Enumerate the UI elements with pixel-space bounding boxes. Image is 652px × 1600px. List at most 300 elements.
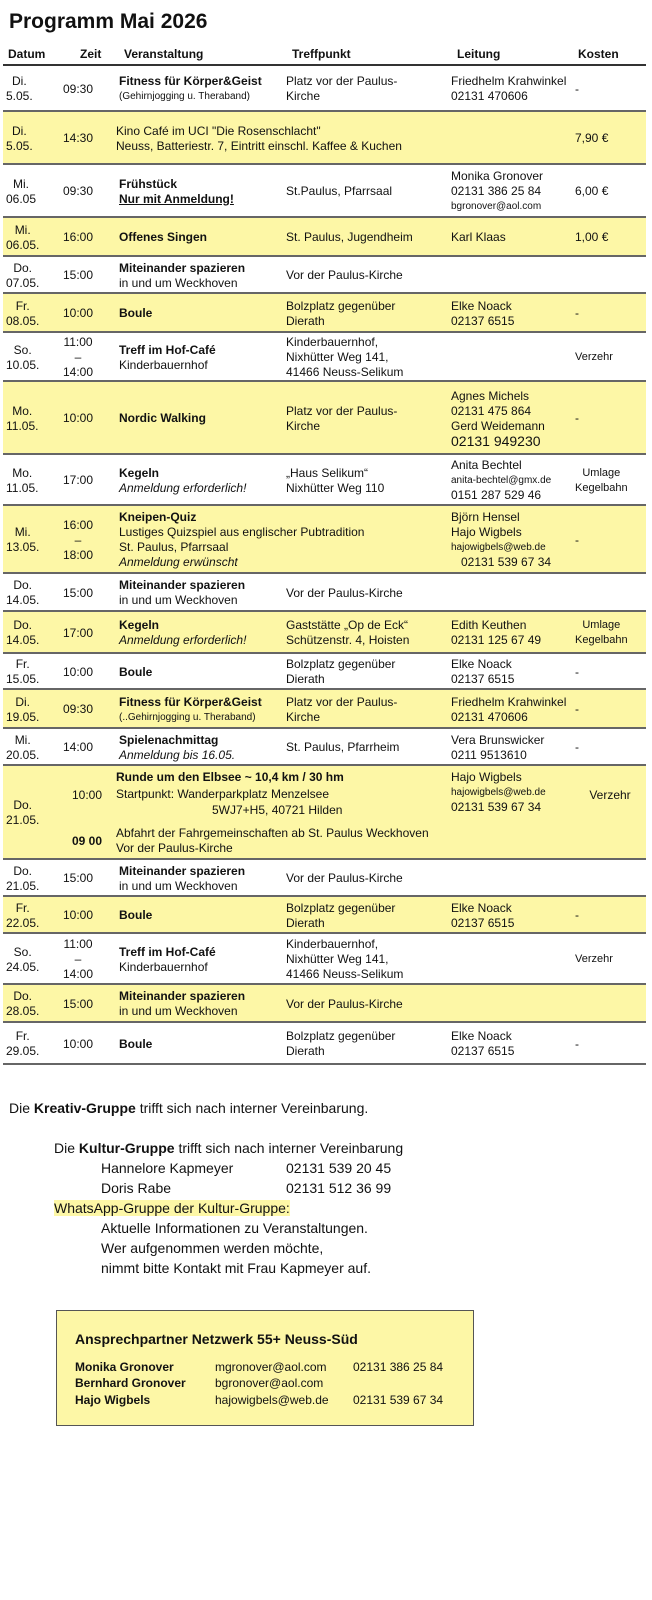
- date-cell-line: 22.05.: [6, 915, 40, 930]
- cost-cell: [575, 333, 645, 382]
- cost-cell-line: -: [575, 702, 579, 716]
- date-cell-line: 19.05.: [6, 709, 40, 724]
- date-cell-line: 21.05.: [6, 813, 40, 827]
- event-line: Vor der Paulus-Kirche: [116, 841, 233, 855]
- date-cell: [6, 654, 54, 690]
- event-cell-line: Anmeldung erforderlich!: [119, 633, 247, 647]
- place-cell-line: Nixhütter Weg 110: [286, 480, 385, 495]
- place-cell-text: [286, 586, 403, 601]
- event-cell-text: [119, 989, 245, 1019]
- date-cell-text: [6, 223, 39, 253]
- contact-box: [56, 1310, 474, 1426]
- event-cell-line: Boule: [119, 908, 153, 922]
- date-cell-line: 24.05.: [6, 959, 40, 974]
- date-cell-text: [6, 466, 38, 496]
- cost-cell: [575, 382, 645, 455]
- event-cell-text: [119, 510, 364, 570]
- lead-cell-line: Friedhelm Krahwinkel: [451, 74, 567, 88]
- date-cell-text: [6, 901, 39, 931]
- event-cell: [119, 506, 449, 574]
- date-cell: [6, 218, 54, 257]
- lead-cell: [451, 1023, 581, 1065]
- kultur-info-line: Wer aufgenommen werden möchte,: [101, 1240, 324, 1256]
- place-cell-line: Kirche: [286, 89, 321, 103]
- place-cell: [286, 294, 456, 333]
- time-cell-line: 11:00: [63, 335, 93, 349]
- event-cell-line: Fitness für Körper&Geist: [119, 74, 262, 88]
- cost-cell-line: 1,00 €: [575, 230, 609, 244]
- cost-cell-line: -: [575, 306, 579, 320]
- event-cell-line: in und um Weckhoven: [119, 275, 238, 290]
- date-cell-line: Mo.: [12, 465, 33, 480]
- event-cell: [119, 574, 289, 612]
- time-cell: [63, 934, 111, 985]
- lead-cell-line: Edith Keuthen: [451, 618, 527, 632]
- event-cell-line: Fitness für Körper&Geist: [119, 694, 262, 709]
- time-cell: [63, 729, 111, 766]
- event-cell-line: Frühstück: [119, 176, 178, 191]
- event-cell-line: Offenes Singen: [119, 230, 208, 244]
- table-row: [3, 455, 646, 506]
- contact-name: Hajo Wigbels: [75, 1393, 151, 1407]
- date-cell: [6, 455, 54, 506]
- date-cell-line: Do.: [13, 578, 33, 592]
- date-cell-text: [6, 177, 36, 207]
- place-cell: [286, 934, 456, 985]
- event-cell: [119, 654, 289, 690]
- contact-tel: 02131 386 25 84: [353, 1360, 444, 1374]
- place-cell-text: [286, 299, 395, 329]
- cost-cell: [575, 506, 645, 574]
- cost-cell-text: [575, 702, 579, 717]
- date-cell-line: 06.05.: [6, 237, 40, 252]
- place-cell: [286, 985, 456, 1023]
- event-cell: [119, 612, 289, 654]
- date-cell: [6, 574, 54, 612]
- time-cell: [63, 654, 111, 690]
- date-cell: [6, 690, 54, 729]
- contact-mail[interactable]: bgronover@aol.com: [215, 1376, 324, 1390]
- table-row: [3, 294, 646, 333]
- event-cell-text: [119, 411, 206, 426]
- date-cell-line: 11.05.: [6, 480, 39, 495]
- lead-cell-line: Björn Hensel: [451, 510, 520, 524]
- time-cell-text: [63, 131, 93, 146]
- cost-cell: [575, 112, 645, 165]
- date-cell: [6, 766, 54, 860]
- time-cell-line: 16:00: [63, 517, 94, 532]
- time-cell-line: 10:00: [63, 411, 94, 425]
- event-cell-line: Treff im Hof-Café: [119, 342, 216, 357]
- date-cell: [6, 729, 54, 766]
- time-cell: [63, 860, 111, 897]
- table-row: [3, 506, 646, 574]
- header-treffpunkt: Treffpunkt: [292, 47, 351, 61]
- event-cell-text: [119, 733, 235, 763]
- event-cell-line: Treff im Hof-Café: [119, 944, 216, 959]
- table-row: [3, 257, 646, 294]
- date-cell-line: 11.05.: [6, 418, 39, 433]
- place-cell-line: Kinderbauernhof,: [286, 937, 379, 951]
- date-cell-line: 20.05.: [6, 747, 40, 762]
- time-cell-line: 17:00: [63, 473, 94, 487]
- cost-cell-line: 6,00 €: [575, 184, 609, 198]
- event-cell: [119, 729, 289, 766]
- date-cell-text: [6, 618, 39, 648]
- time-cell-line: 11:00: [63, 937, 93, 951]
- event-cell-line: Kinderbauernhof: [119, 357, 208, 372]
- date-cell-text: [6, 299, 39, 329]
- event-cell-line: Kinderbauernhof: [119, 959, 208, 974]
- event-cell-text: [119, 466, 246, 496]
- lead-cell: [451, 690, 581, 729]
- kultur-contact-name: Doris Rabe: [101, 1180, 172, 1196]
- event-cell-line: Boule: [119, 1036, 153, 1051]
- header-datum: Datum: [8, 47, 46, 61]
- time-cell-line: 17:00: [63, 625, 94, 640]
- date-cell-line: 5.05.: [6, 138, 33, 153]
- date-cell-text: [6, 733, 39, 763]
- lead-cell: [451, 654, 581, 690]
- date-cell-line: Do.: [13, 989, 33, 1003]
- place-cell-line: Dierath: [286, 1044, 325, 1058]
- place-cell-text: [286, 618, 409, 648]
- lead-cell-line: 02131 539 67 34: [461, 555, 552, 569]
- date-cell-line: 14.05.: [6, 633, 40, 647]
- place-cell-text: [286, 901, 395, 931]
- table-row: [3, 934, 646, 985]
- lead-cell: [451, 165, 581, 218]
- time-cell-text: [63, 184, 93, 199]
- lead-cell-text: [451, 389, 545, 449]
- cost-cell-line: Umlage: [582, 619, 621, 631]
- event-cell-text: [119, 908, 152, 923]
- date-cell: [6, 934, 54, 985]
- lead-cell-line: Elke Noack: [451, 657, 512, 671]
- place-cell-line: Bolzplatz gegenüber: [286, 1029, 396, 1043]
- lead-cell-line: bgronover@aol.com: [451, 201, 542, 212]
- date-cell-line: Fr.: [15, 298, 30, 313]
- lead-cell: [451, 218, 581, 257]
- cost-cell: Verzehr: [589, 788, 631, 802]
- cost-cell-line: -: [575, 411, 579, 425]
- time-cell-line: 10:00: [63, 1036, 94, 1051]
- lead-cell: [451, 506, 581, 574]
- cost-cell-text: [575, 306, 579, 321]
- event-cell-text: [119, 1037, 152, 1052]
- event-cell: [119, 934, 289, 985]
- date-cell-text: [6, 124, 33, 154]
- table-row: [3, 1023, 646, 1065]
- event-line: 5WJ7+H5, 40721 Hilden: [212, 803, 343, 817]
- place-cell-line: Dierath: [286, 672, 325, 686]
- date-cell-text: [6, 404, 38, 434]
- place-cell-text: [286, 268, 403, 283]
- event-cell-text: [119, 618, 246, 648]
- event-cell-text: [116, 124, 402, 154]
- place-cell-line: 41466 Neuss-Selikum: [286, 365, 404, 379]
- contact-mail[interactable]: mgronover@aol.com: [215, 1360, 327, 1374]
- lead-cell-line: Friedhelm Krahwinkel: [451, 694, 567, 709]
- date-cell-text: [6, 1029, 39, 1059]
- date-cell: [6, 897, 54, 934]
- table-row: [3, 729, 646, 766]
- event-cell: [119, 294, 289, 333]
- date-cell-line: Mo.: [12, 403, 33, 418]
- date-cell-line: Fr.: [15, 657, 30, 671]
- time-cell-text: [63, 997, 93, 1012]
- date-cell-line: 10.05.: [6, 357, 40, 372]
- time-cell-line: 10:00: [63, 908, 94, 922]
- table-row: [3, 218, 646, 257]
- event-cell-text: [119, 230, 207, 245]
- table-row: [3, 654, 646, 690]
- time-cell-text: [63, 335, 93, 380]
- time-cell-line: 15:00: [63, 871, 94, 885]
- cost-cell-line: Verzehr: [575, 953, 613, 965]
- lead-line: hajowigbels@web.de: [451, 787, 546, 798]
- header-zeit: Zeit: [80, 47, 102, 61]
- date-cell-line: 07.05.: [6, 275, 40, 290]
- place-cell-line: Platz vor der Paulus-: [286, 403, 398, 418]
- time-cell: [63, 455, 111, 506]
- event-cell-text: [119, 74, 262, 104]
- date-cell-line: Di.: [15, 694, 31, 709]
- place-cell-line: St. Paulus, Pfarrheim: [286, 740, 400, 754]
- place-cell-line: Vor der Paulus-Kirche: [286, 871, 403, 885]
- lead-cell-line: 02131 386 25 84: [451, 184, 542, 198]
- date-cell-text: [6, 525, 39, 555]
- time-cell-text: [63, 411, 93, 426]
- date-cell-line: Mi.: [14, 222, 31, 237]
- event-cell-line: Kegeln: [119, 465, 160, 480]
- lead-line: Hajo Wigbels: [451, 770, 522, 784]
- time-cell: [63, 165, 111, 218]
- lead-cell: [451, 382, 581, 455]
- time-cell-text: [63, 82, 93, 97]
- time-cell-line: 10:00: [63, 664, 94, 679]
- place-cell-line: St.Paulus, Pfarrsaal: [286, 184, 393, 198]
- table-row: [3, 66, 646, 112]
- cost-cell: [575, 934, 645, 985]
- cost-cell-text: [575, 1037, 579, 1052]
- event-cell-line: Anmeldung erwünscht: [119, 555, 238, 569]
- table-row: [3, 612, 646, 654]
- cost-cell: [575, 897, 645, 934]
- time-cell: [63, 66, 111, 112]
- place-cell-text: [286, 695, 397, 725]
- event-cell-line: Lustiges Quizspiel aus englischer Pubtradition: [119, 525, 365, 539]
- time-cell-text: [63, 268, 93, 283]
- cost-cell-text: [575, 466, 628, 496]
- lead-cell-text: [451, 901, 514, 931]
- event-cell-text: [119, 177, 234, 207]
- time-cell: [63, 574, 111, 612]
- cost-cell-line: -: [575, 664, 579, 679]
- date-cell: [6, 860, 54, 897]
- cost-cell-line: -: [575, 908, 579, 922]
- event-cell-line: Neuss, Batteriestr. 7, Eintritt einschl. Kaffee & Kuchen: [116, 138, 402, 153]
- event-cell-line: Nordic Walking: [119, 411, 206, 425]
- lead-cell-text: [451, 230, 506, 245]
- table-row: [3, 112, 646, 165]
- date-cell-text: [6, 657, 39, 687]
- event-cell-line: in und um Weckhoven: [119, 1004, 238, 1018]
- place-cell-text: [286, 184, 392, 199]
- date-cell: [6, 985, 54, 1023]
- place-cell-text: [286, 335, 403, 380]
- date-cell-line: Fr.: [15, 900, 30, 915]
- place-cell-text: [286, 871, 403, 886]
- place-cell-line: Gaststätte „Op de Eck“: [286, 618, 409, 632]
- place-cell-line: Dierath: [286, 313, 325, 328]
- time-cell-line: 14:00: [63, 365, 94, 379]
- lead-cell-text: [451, 1029, 514, 1059]
- place-cell: [286, 690, 456, 729]
- time-cell: [63, 690, 111, 729]
- event-cell-text: [119, 665, 152, 680]
- place-cell-text: [286, 937, 403, 982]
- time-cell-text: [63, 518, 93, 563]
- time-cell-text: [63, 871, 93, 886]
- time-cell-line: 09:30: [63, 81, 94, 96]
- event-cell: [119, 257, 289, 294]
- event-cell-line: Kneipen-Quiz: [119, 510, 197, 524]
- time-cell: [63, 294, 111, 333]
- date-cell: [6, 66, 54, 112]
- date-cell-text: [6, 261, 39, 291]
- cost-cell: [575, 690, 645, 729]
- event-cell: [119, 690, 289, 729]
- date-cell: [6, 333, 54, 382]
- lead-cell-text: [451, 695, 566, 725]
- cost-cell-line: Verzehr: [575, 351, 613, 363]
- kultur-info-line: nimmt bitte Kontakt mit Frau Kapmeyer auf.: [101, 1260, 371, 1276]
- time-cell-line: 09:30: [63, 702, 94, 716]
- time-cell-line: 14:00: [63, 740, 94, 754]
- lead-cell-line: Karl Klaas: [451, 230, 506, 244]
- table-row: [3, 574, 646, 612]
- cost-cell: [575, 729, 645, 766]
- cost-cell-line: -: [575, 740, 579, 754]
- event-cell-line: Anmeldung erforderlich!: [119, 480, 247, 495]
- time-cell-text: [63, 306, 93, 321]
- date-cell-line: Mi.: [14, 525, 31, 539]
- place-cell-text: [286, 997, 403, 1012]
- lead-cell-text: [451, 510, 551, 570]
- lead-cell-line: Hajo Wigbels: [451, 525, 522, 539]
- time-cell: [63, 112, 111, 165]
- cost-cell: [575, 1023, 645, 1065]
- place-cell: [286, 257, 456, 294]
- cost-cell-text: [575, 533, 579, 548]
- place-cell: [286, 654, 456, 690]
- table-row: [3, 985, 646, 1023]
- time-cell-text: [63, 586, 93, 601]
- lead-cell-line: hajowigbels@web.de: [451, 542, 546, 553]
- date-cell-text: [6, 798, 39, 828]
- lead-cell-line: 0211 9513610: [451, 747, 527, 762]
- event-cell-line: Kino Café im UCI "Die Rosenschlacht": [116, 123, 321, 138]
- lead-cell-line: 02131 470606: [451, 89, 528, 103]
- lead-cell-line: 02137 6515: [451, 672, 515, 686]
- whatsapp-heading: WhatsApp-Gruppe der Kultur-Gruppe:: [54, 1200, 290, 1216]
- time-cell: [63, 897, 111, 934]
- date-cell: [6, 506, 54, 574]
- date-cell-text: [6, 74, 33, 104]
- cost-cell-line: Kegelbahn: [575, 481, 628, 494]
- cost-cell: [575, 294, 645, 333]
- event-cell-line: Boule: [119, 306, 153, 320]
- lead-cell: [451, 897, 581, 934]
- place-cell-line: Vor der Paulus-Kirche: [286, 585, 403, 600]
- lead-cell-line: 02137 6515: [451, 915, 515, 930]
- event-cell-line: Miteinander spazieren: [119, 989, 246, 1003]
- time-cell-line: 09:30: [63, 184, 94, 198]
- date-cell-text: [6, 578, 39, 608]
- contact-mail[interactable]: hajowigbels@web.de: [215, 1393, 329, 1407]
- date-cell: [6, 257, 54, 294]
- event-cell-line: (..Gehirnjogging u. Theraband): [119, 711, 256, 723]
- date-cell-line: Do.: [13, 863, 33, 878]
- lead-cell-line: 02131 125 67 49: [451, 633, 542, 647]
- contact-name: Bernhard Gronover: [75, 1376, 186, 1390]
- lead-cell-text: [451, 299, 514, 329]
- header-leitung: Leitung: [457, 47, 501, 61]
- kultur-note: Die Kultur-Gruppe trifft sich nach interner Vereinbarung: [54, 1140, 404, 1156]
- event-cell-line: Miteinander spazieren: [119, 578, 246, 592]
- place-cell-text: [286, 230, 413, 245]
- place-cell-text: [286, 740, 399, 755]
- date-cell-line: Do.: [13, 260, 33, 275]
- event-cell: [119, 333, 289, 382]
- cost-cell-text: [575, 184, 608, 199]
- kreativ-note: Die Kreativ-Gruppe trifft sich nach interner Vereinbarung.: [9, 1100, 369, 1116]
- date-cell: [6, 165, 54, 218]
- cost-cell-line: -: [575, 81, 579, 96]
- place-cell-text: [286, 657, 395, 687]
- event-cell-text: [119, 945, 216, 975]
- date-cell-line: Mi.: [13, 176, 30, 191]
- place-cell: [286, 612, 456, 654]
- lead-cell-line: Monika Gronover: [451, 169, 544, 183]
- lead-cell-line: Vera Brunswicker: [451, 732, 545, 747]
- time-cell-text: [63, 665, 93, 680]
- date-cell-line: 21.05.: [6, 878, 40, 893]
- date-cell-text: [6, 695, 39, 725]
- lead-cell: [451, 770, 581, 815]
- contact-box-title: Ansprechpartner Netzwerk 55+ Neuss-Süd: [75, 1331, 358, 1347]
- place-cell-line: „Haus Selikum“: [286, 465, 369, 480]
- place-cell-line: Vor der Paulus-Kirche: [286, 268, 403, 282]
- table-row: [3, 766, 646, 860]
- event-cell-line: Anmeldung bis 16.05.: [119, 747, 236, 762]
- cost-cell-text: [575, 411, 579, 426]
- cost-cell-line: 7,90 €: [575, 131, 609, 145]
- date-cell: [6, 294, 54, 333]
- cost-cell: [575, 165, 645, 218]
- cost-cell-text: [575, 665, 579, 680]
- kultur-info-line: Aktuelle Informationen zu Veranstaltungen.: [101, 1220, 368, 1236]
- time-cell-line: 15:00: [63, 585, 94, 600]
- lead-cell-line: 02131 949230: [451, 432, 541, 449]
- date-cell-line: So.: [13, 944, 32, 959]
- date-cell-text: [6, 945, 39, 975]
- place-cell: [286, 333, 456, 382]
- cost-cell: [575, 455, 645, 506]
- time-cell-line: 14:30: [63, 131, 94, 145]
- cost-cell-text: [575, 618, 628, 648]
